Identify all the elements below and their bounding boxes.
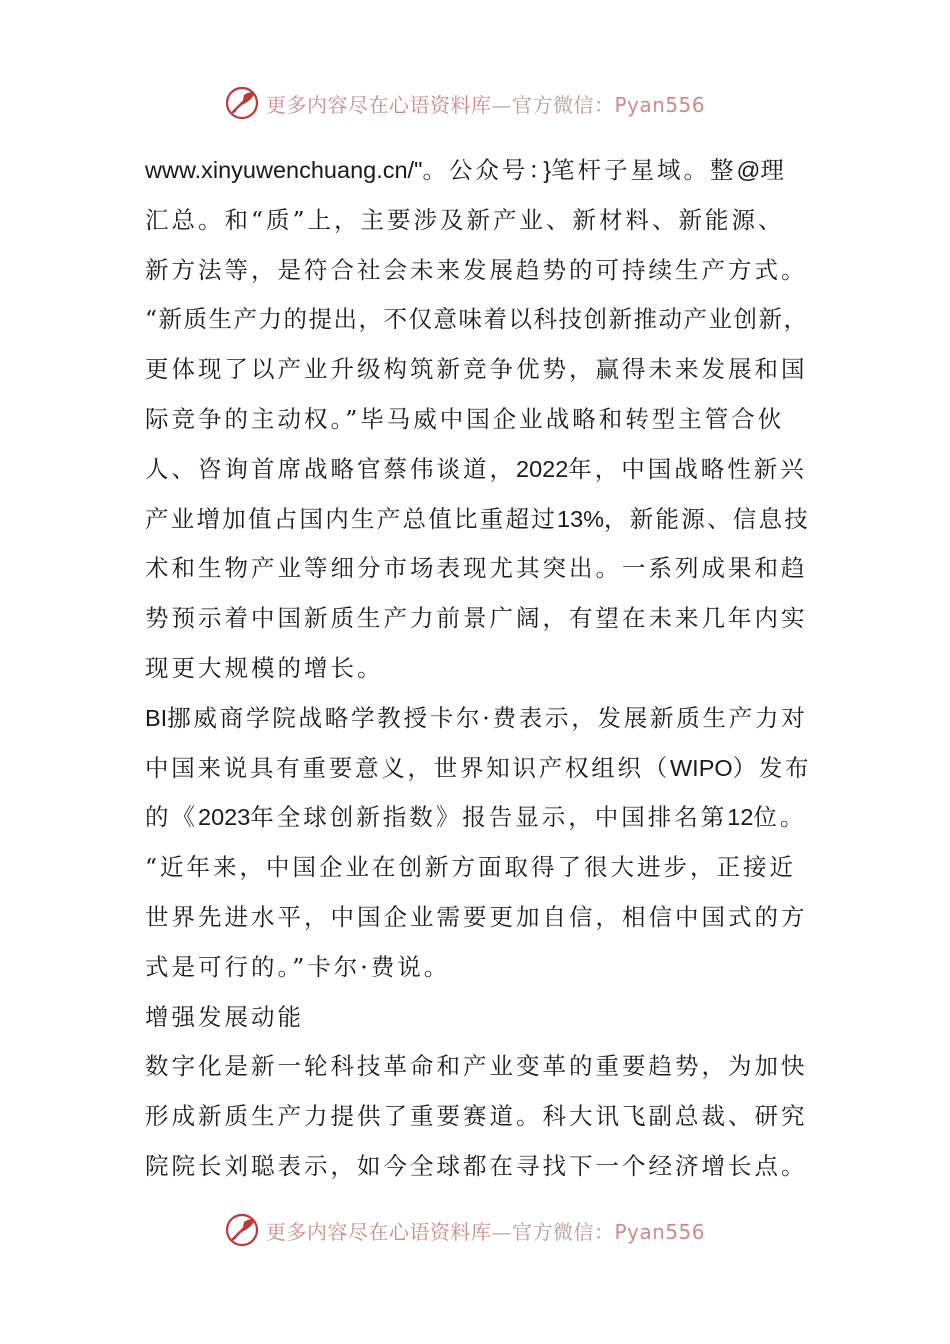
text-line: 人、咨询首席战略官蔡伟谈道，2022年，中国战略性新兴: [145, 454, 807, 483]
quill-logo-icon: [224, 85, 260, 121]
banner-slogan: 更多内容尽在心语资料库: [266, 92, 492, 117]
text-line: www.xinyuwenchuang.cn/"。公众号：}笔杆子星域。整@理: [145, 156, 787, 184]
text-line: 势预示着中国新质生产力前景广阔，有望在未来几年内实: [145, 604, 808, 633]
document-body: [145, 146, 811, 1192]
text-line: 新方法等，是符合社会未来发展趋势的可持续生产方式。: [145, 255, 808, 284]
banner-wechat-id: Pyan556: [614, 92, 706, 117]
text-line: 世界先进水平，中国企业需要更加自信，相信中国式的方: [145, 902, 808, 931]
text-line: 形成新质生产力提供了重要赛道。科大讯飞副总裁、研究: [145, 1102, 808, 1131]
text-line: 现更大规模的增长。: [145, 653, 384, 682]
banner-wechat-label: 官方微信：: [512, 1219, 615, 1244]
text-line: 际竞争的主动权。”毕马威中国企业战略和转型主管合伙: [145, 404, 785, 433]
banner-slogan: 更多内容尽在心语资料库: [266, 1219, 492, 1244]
text-line: BI挪威商学院战略学教授卡尔·费表示，发展新质生产力对: [145, 703, 808, 732]
text-line: 的《2023年全球创新指数》报告显示，中国排名第12位。: [145, 803, 807, 832]
text-line: 术和生物产业等细分市场表现尤其突出。一系列成果和趋: [145, 554, 808, 583]
text-line: 更体现了以产业升级构筑新竞争优势，赢得未来发展和国: [145, 355, 808, 384]
text-line: “新质生产力的提出，不仅意味着以科技创新推动产业创新，: [145, 305, 809, 334]
text-line: 式是可行的。”卡尔·费说。: [145, 952, 451, 981]
banner-wechat-label: 官方微信：: [512, 92, 615, 117]
banner-text: [266, 89, 705, 118]
text-line: 增强发展动能: [145, 1002, 304, 1031]
text-line: 数字化是新一轮科技革命和产业变革的重要趋势，为加快: [145, 1052, 808, 1081]
text-line: “近年来，中国企业在创新方面取得了很大进步，正接近: [145, 853, 797, 882]
text-line: 汇总。和“质”上，主要涉及新产业、新材料、新能源、: [145, 205, 785, 234]
header-banner: [224, 83, 744, 123]
text-line: 院院长刘聪表示，如今全球都在寻找下一个经济增长点。: [145, 1151, 808, 1180]
banner-dash: —: [491, 1219, 512, 1244]
banner-text: [266, 1216, 705, 1245]
banner-wechat-id: Pyan556: [614, 1219, 706, 1244]
banner-dash: —: [491, 92, 512, 117]
text-line: 产业增加值占国内生产总值比重超过13%，新能源、信息技: [145, 504, 811, 533]
quill-logo-icon: [224, 1212, 260, 1248]
footer-banner: [224, 1210, 744, 1250]
text-line: 中国来说具有重要意义，世界知识产权组织（WIPO）发布: [145, 753, 812, 782]
